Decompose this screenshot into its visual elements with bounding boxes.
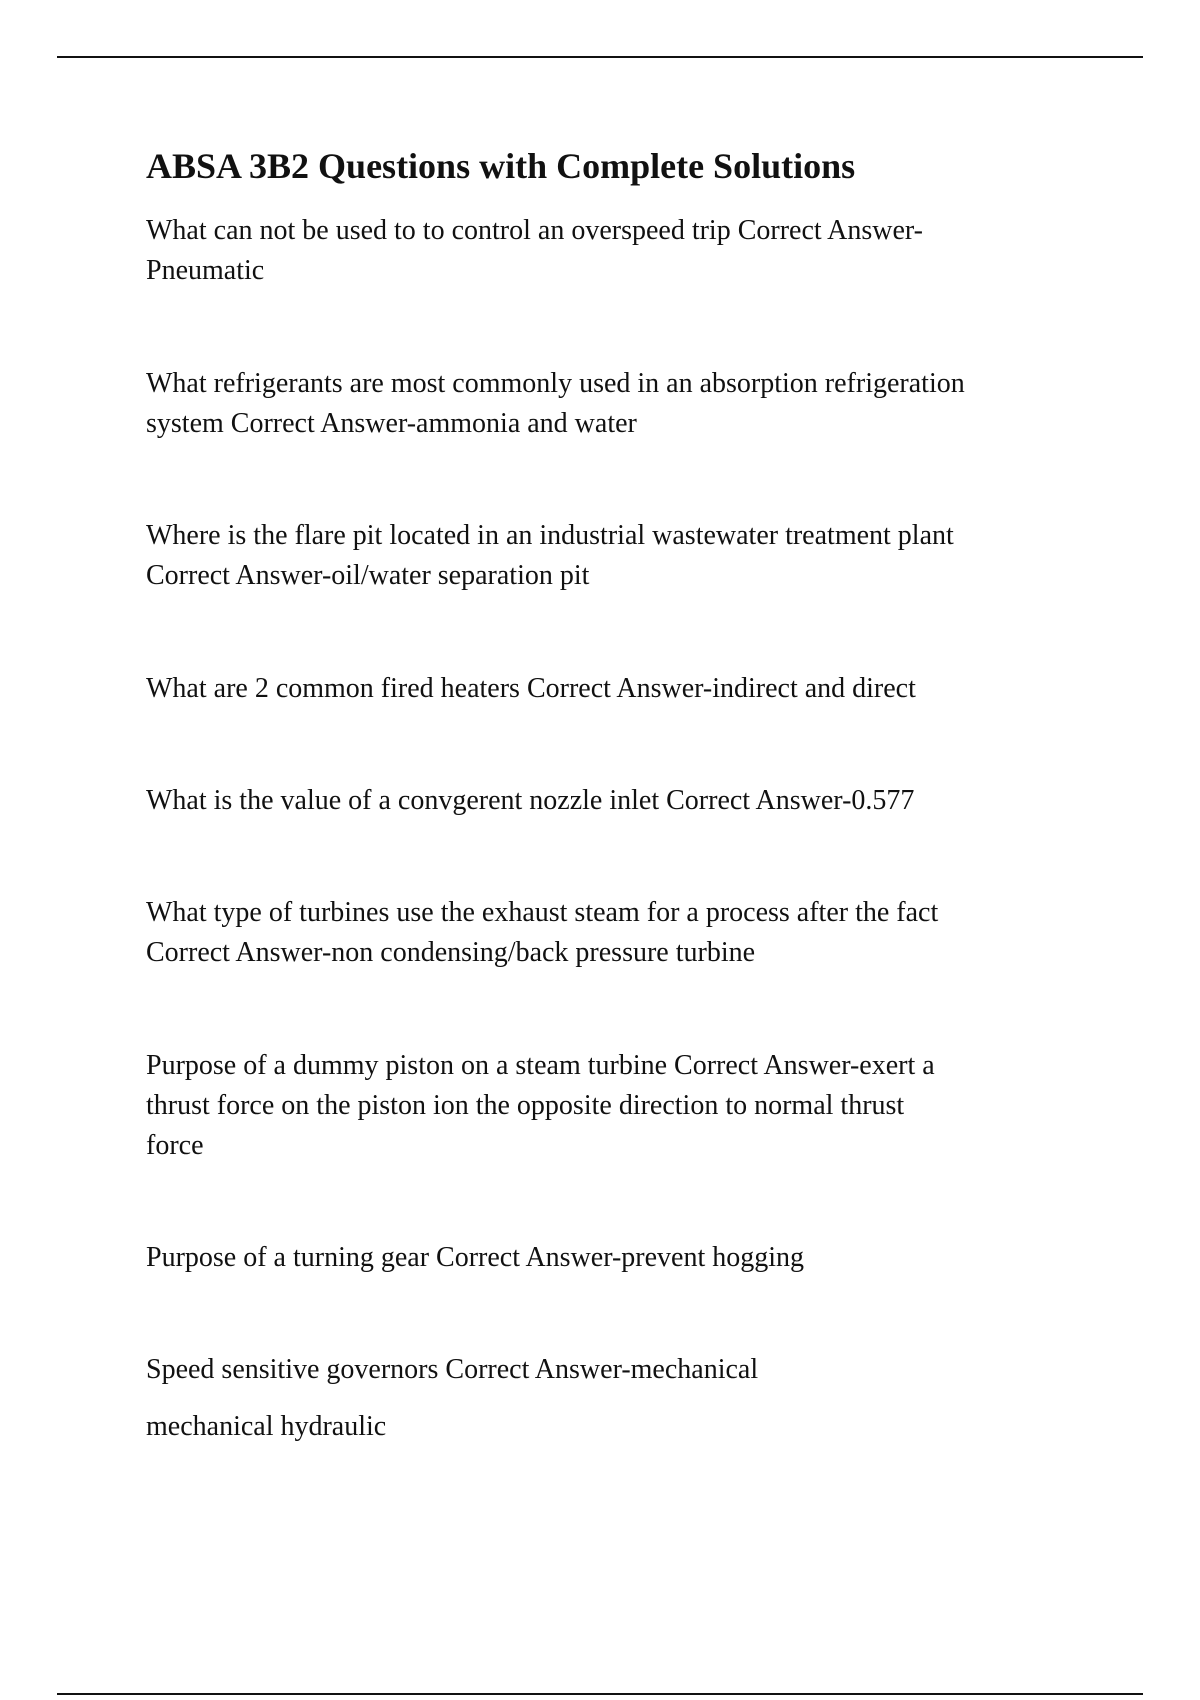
qa-entry: [146, 1238, 1106, 1278]
qa-line: Purpose of a turning gear Correct Answer-prevent hogging: [146, 1242, 805, 1273]
qa-entry: [146, 669, 1106, 709]
qa-entry: [146, 781, 1106, 821]
qa-line: What is the value of a convgerent nozzle inlet Correct Answer-0.577: [146, 785, 915, 816]
qa-entry: [146, 1350, 1106, 1390]
qa-line: Purpose of a dummy piston on a steam turbine Correct Answer-exert a: [146, 1050, 935, 1081]
qa-line: force: [146, 1130, 204, 1161]
document-title: ABSA 3B2 Questions with Complete Solutions: [146, 146, 856, 186]
qa-entry: [146, 893, 1106, 973]
qa-line: Correct Answer-oil/water separation pit: [146, 560, 590, 591]
qa-entry: [146, 516, 1106, 596]
qa-entry: [146, 1046, 1106, 1166]
qa-line: What can not be used to to control an overspeed trip Correct Answer-: [146, 215, 923, 246]
qa-line: What refrigerants are most commonly used in an absorption refrigeration: [146, 368, 965, 399]
qa-entry: [146, 364, 1106, 444]
qa-line: thrust force on the piston ion the opposite direction to normal thrust: [146, 1090, 905, 1121]
qa-entry: [146, 211, 1106, 291]
qa-line: Pneumatic: [146, 255, 265, 286]
qa-line: Correct Answer-non condensing/back pressure turbine: [146, 937, 756, 968]
bottom-rule: [57, 1693, 1143, 1695]
qa-line: mechanical hydraulic: [146, 1411, 387, 1442]
qa-line: Speed sensitive governors Correct Answer-mechanical: [146, 1354, 759, 1385]
qa-line: What are 2 common fired heaters Correct Answer-indirect and direct: [146, 673, 916, 704]
qa-line: system Correct Answer-ammonia and water: [146, 408, 637, 439]
qa-line: What type of turbines use the exhaust steam for a process after the fact: [146, 897, 939, 928]
top-rule: [57, 56, 1143, 58]
qa-entry: [146, 1407, 1106, 1447]
qa-line: Where is the flare pit located in an industrial wastewater treatment plant: [146, 520, 954, 551]
